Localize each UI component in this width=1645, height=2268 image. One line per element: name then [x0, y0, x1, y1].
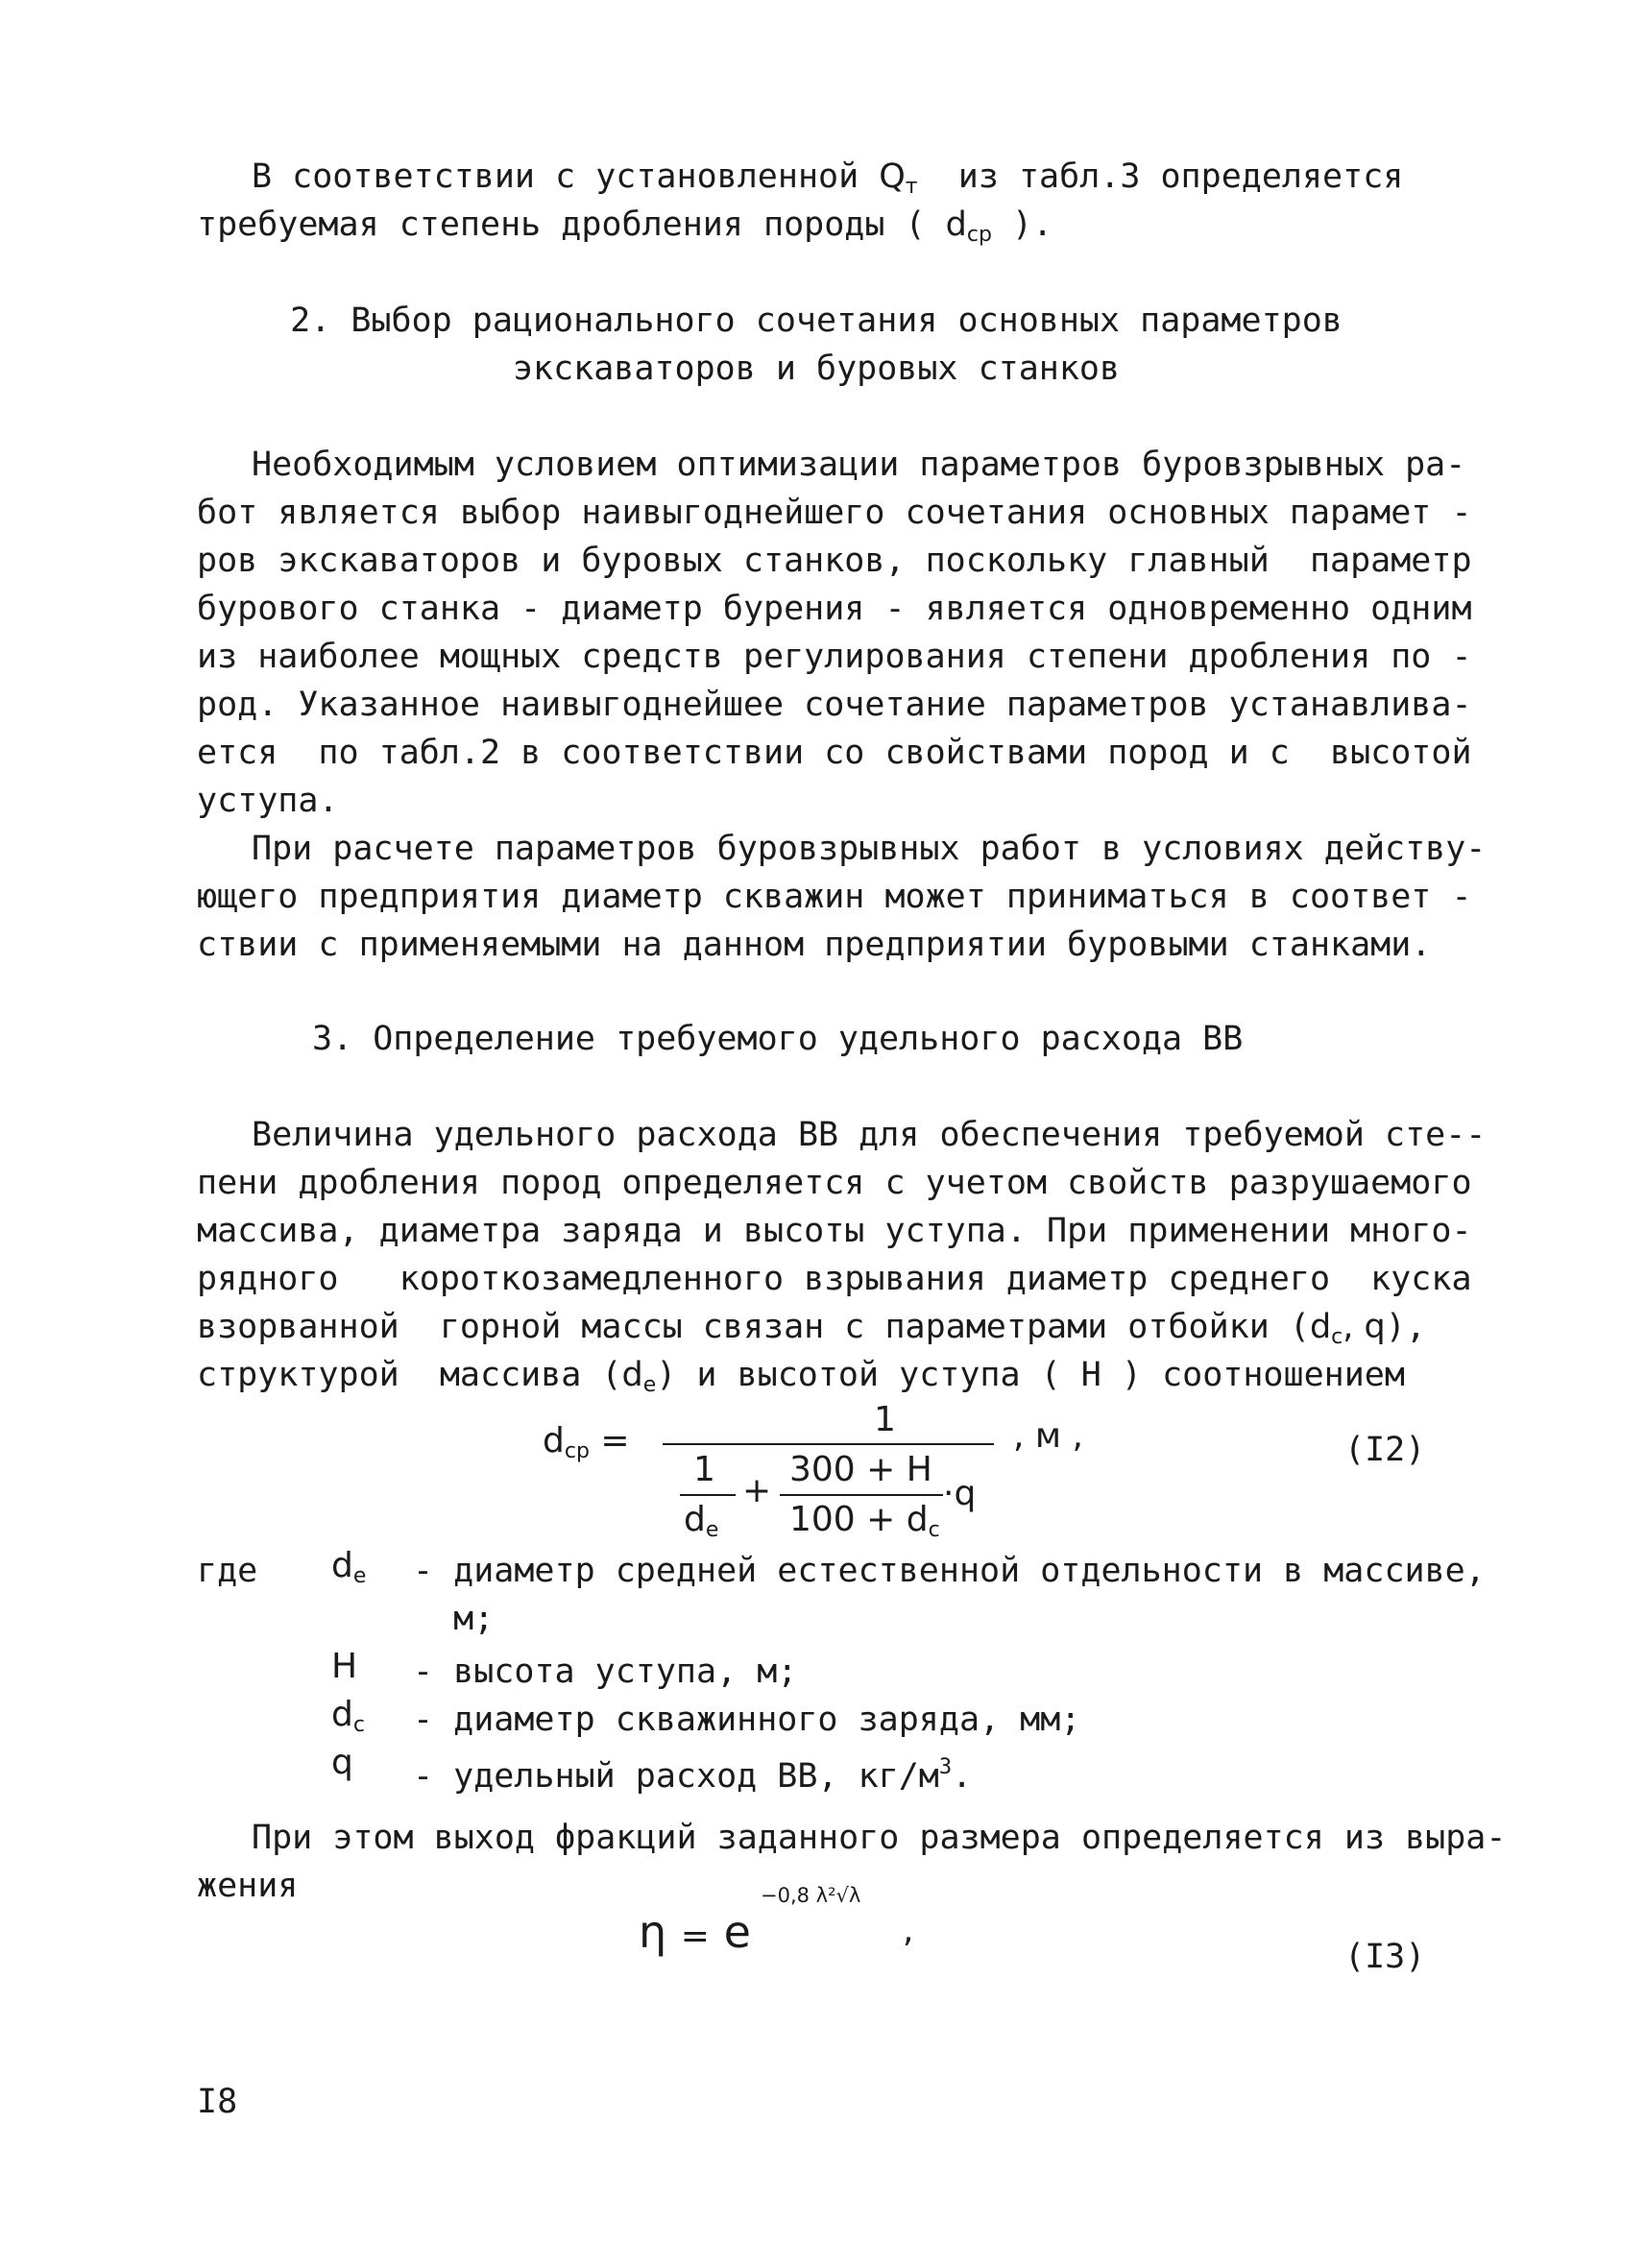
paragraph-line: взорванной горной массы связан с параметрами отбойки ($d_c$, q),: [197, 1308, 1426, 1349]
legend-symbol: $d_e$: [331, 1546, 367, 1588]
intro-text: из табл.3 определяется: [917, 157, 1404, 196]
inner-fraction-bar-1: [680, 1494, 736, 1496]
inner-denominator-1: $d_e$: [684, 1500, 719, 1542]
inner-fraction-bar-2: [780, 1494, 943, 1496]
symbol-Q: Q: [879, 157, 906, 196]
symbol-subscript: c: [1331, 1325, 1343, 1349]
formula-13-lhs: η = e: [639, 1906, 751, 1958]
symbol-subscript: ср: [966, 223, 992, 247]
paragraph-line: При расчете параметров буровзрывных работ в условиях действу-: [252, 830, 1487, 868]
paragraph-line: из наиболее мощных средств регулирования степени дробления по -: [197, 638, 1472, 676]
paragraph-text: ) и высотой уступа ( Н ) соотношением: [656, 1356, 1405, 1394]
legend-text: м;: [413, 1600, 495, 1638]
section-3-heading: 3. Определение требуемого удельного расхода ВВ: [312, 1020, 1244, 1058]
legend-symbol: $d_c$: [331, 1695, 365, 1737]
equation-number-13: (I3): [1344, 1938, 1426, 1976]
paragraph-line: уступа.: [197, 782, 339, 820]
intro-text: ).: [991, 205, 1053, 244]
paragraph-line: жения: [197, 1867, 299, 1905]
symbol-d: d: [621, 1356, 643, 1394]
inner-numerator-1: 1: [693, 1450, 715, 1489]
legend-text: - диаметр скважинного заряда, мм;: [413, 1701, 1081, 1739]
paragraph-line: Необходимым условием оптимизации параметров буровзрывных ра-: [252, 446, 1466, 484]
inner-numerator-2: 300 + Н: [789, 1450, 932, 1489]
symbol-q: q: [1364, 1308, 1386, 1346]
paragraph-line: ствии с применяемыми на данном предприятии буровыми станками.: [197, 926, 1432, 964]
section-2-heading-line-2: экскаваторов и буровых станков: [512, 350, 1121, 388]
paragraph-line: При этом выход фракций заданного размера определяется из выра-: [252, 1819, 1507, 1857]
paragraph-line: рядного короткозамедленного взрывания диаметр среднего куска: [197, 1260, 1472, 1298]
times-q: ·q: [943, 1474, 977, 1513]
legend-where: где: [197, 1552, 258, 1590]
main-fraction-bar: [663, 1443, 994, 1445]
legend-symbol: Н: [331, 1647, 358, 1686]
intro-text: требуемая степень дробления породы (: [197, 205, 946, 244]
paragraph-line: массива, диаметра заряда и высоты уступа. При применении много-: [197, 1212, 1472, 1250]
legend-text: - высота уступа, м;: [413, 1653, 798, 1691]
paragraph-text: структурой массива (: [197, 1356, 622, 1394]
paragraph-line: ющего предприятия диаметр скважин может приниматься в соответ -: [197, 878, 1472, 916]
formula-numerator: 1: [874, 1400, 896, 1439]
formula-lhs: $d_{ср}$ =: [543, 1421, 630, 1463]
page-number: I8: [197, 2083, 238, 2121]
formula-13-exponent: −0,8 λ²√λ: [761, 1884, 861, 1907]
formula-unit: , м ,: [1013, 1416, 1083, 1456]
intro-text: В соответствии с установленной: [252, 157, 880, 196]
inner-denominator-2: $100 + d_c$: [789, 1500, 940, 1542]
equation-number-12: (I2): [1344, 1431, 1426, 1469]
paragraph-line: бот является выбор наивыгоднейшего сочетания основных парамет -: [197, 494, 1472, 532]
formula-13-comma: ,: [903, 1911, 914, 1950]
plus-sign: +: [742, 1471, 772, 1510]
paragraph-line: бурового станка - диаметр бурения - является одновременно одним: [197, 590, 1472, 628]
paragraph-line: [197, 1352, 1405, 1409]
symbol-subscript: т: [905, 175, 918, 199]
paragraph-text: ),: [1385, 1308, 1426, 1346]
symbol-subscript: e: [642, 1373, 657, 1397]
paragraph-line: род. Указанное наивыгоднейшее сочетание параметров устанавлива-: [197, 686, 1472, 724]
symbol-d: d: [1309, 1308, 1332, 1346]
legend-text: - диаметр средней естественной отдельности в массиве,: [413, 1552, 1486, 1590]
paragraph-text: взорванной горной массы связан с параметрами отбойки (: [197, 1308, 1310, 1346]
section-2-heading-line-1: 2. Выбор рационального сочетания основных параметров: [290, 302, 1343, 340]
legend-text: - удельный расход ВВ, $кг/м^3$.: [413, 1755, 973, 1796]
legend-symbol: q: [331, 1743, 353, 1782]
paragraph-line: пени дробления пород определяется с учетом свойств разрушаемого: [197, 1164, 1472, 1202]
paragraph-line: ров экскаваторов и буровых станков, поскольку главный параметр: [197, 542, 1472, 580]
paragraph-line: Величина удельного расхода ВВ для обеспечения требуемой сте--: [252, 1116, 1487, 1154]
symbol-d: d: [945, 205, 967, 244]
intro-line-2: [197, 202, 1052, 258]
paragraph-line: ется по табл.2 в соответствии со свойствами пород и с высотой: [197, 734, 1472, 772]
